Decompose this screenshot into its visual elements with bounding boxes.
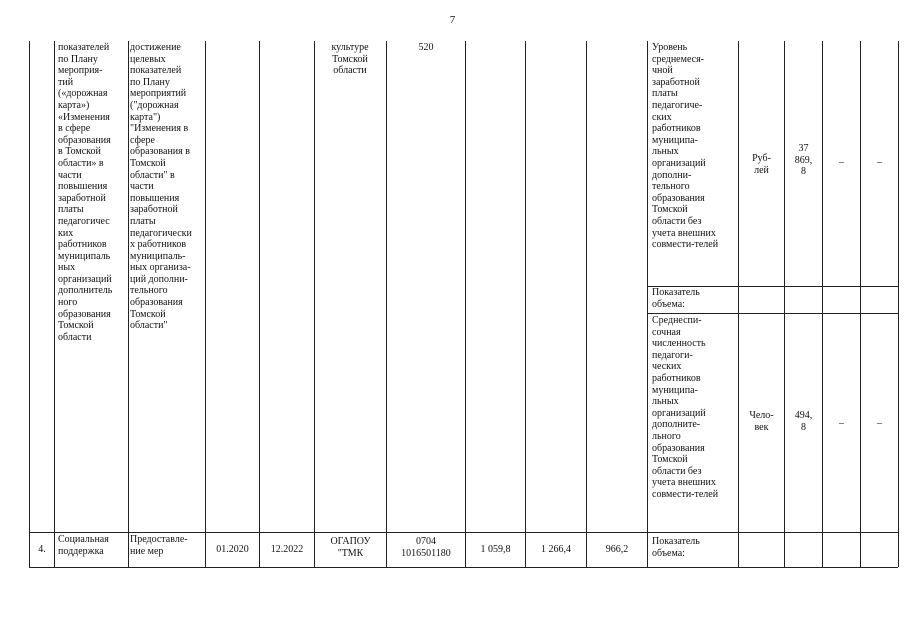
amount-2020-cell: 1 059,8	[480, 544, 511, 555]
table-column-divider	[647, 41, 648, 567]
table-border-left	[29, 41, 30, 567]
table-column-divider	[259, 41, 260, 567]
table-column-divider	[860, 41, 861, 567]
start-date-cell: 01.2020	[216, 544, 249, 555]
table-column-divider	[205, 41, 206, 567]
indicator-unit: Руб- лей	[752, 153, 771, 176]
table-column-divider	[738, 41, 739, 567]
row-number: 4.	[38, 544, 46, 555]
table-column-divider	[822, 41, 823, 567]
indicator-value: 37 869, 8	[794, 143, 813, 178]
table-column-divider	[128, 41, 129, 567]
activity-name-cell: Социальная поддержка	[58, 534, 109, 557]
indicator-value-2: –	[839, 418, 844, 429]
executor-cell: культуре Томской области	[331, 42, 369, 77]
indicator-value-3: –	[877, 157, 882, 168]
budget-code-cell: 520	[418, 42, 434, 53]
indicator-value-2: –	[839, 157, 844, 168]
measure-description-cell: Предоставле- ние мер	[130, 534, 188, 557]
table-column-divider	[465, 41, 466, 567]
indicator-text: Показатель объема:	[652, 536, 700, 559]
measure-description-cell: достижение целевых показателей по Плану мероприятий ("дорожная карта") "Изменения в сфере образования в Томской области" в части повышения заработной платы педагогически х работников муниципаль- ных организа- ций дополни- тельного образования Томской области"	[130, 42, 192, 332]
activity-name-cell: показателей по Плану мероприя- тий («дорожная карта») «Изменения в сфере образования в Томской области» в части повышения заработной платы педагогичес ких работников муниципаль ных организаций дополнитель ного образования Томской области	[58, 42, 113, 343]
indicator-row-divider	[647, 313, 898, 314]
table-row-divider	[29, 532, 898, 533]
end-date-cell: 12.2022	[270, 544, 304, 555]
budget-code-cell: 0704 1016501180	[401, 536, 451, 559]
table-column-divider	[525, 41, 526, 567]
indicator-unit: Чело- век	[749, 410, 774, 433]
indicator-text: Среднеспи- сочная численность педагоги- ческих работников муниципа- льных организаций дополните- льного образования Томской области без учета внешних совмести-телей	[652, 315, 719, 500]
executor-cell: ОГАПОУ "ТМК	[330, 536, 371, 559]
indicator-text: Уровень среднемеся- чной заработной платы педагогиче- ских работников муниципа- льных организаций дополни- тельного образования Томской области без учета внешних совмести-телей	[652, 42, 719, 251]
indicator-value-3: –	[877, 418, 882, 429]
table-column-divider	[54, 41, 55, 567]
table-column-divider	[784, 41, 785, 567]
indicator-value: 494, 8	[794, 410, 813, 433]
table-border-right	[898, 41, 899, 567]
table-column-divider	[314, 41, 315, 567]
table-column-divider	[586, 41, 587, 567]
amount-2021-cell: 1 266,4	[541, 544, 571, 555]
indicator-text: Показатель объема:	[652, 287, 700, 310]
page-number: 7	[449, 14, 456, 26]
table-column-divider	[386, 41, 387, 567]
table-border-bottom	[29, 567, 898, 568]
amount-2022-cell: 966,2	[605, 544, 629, 555]
